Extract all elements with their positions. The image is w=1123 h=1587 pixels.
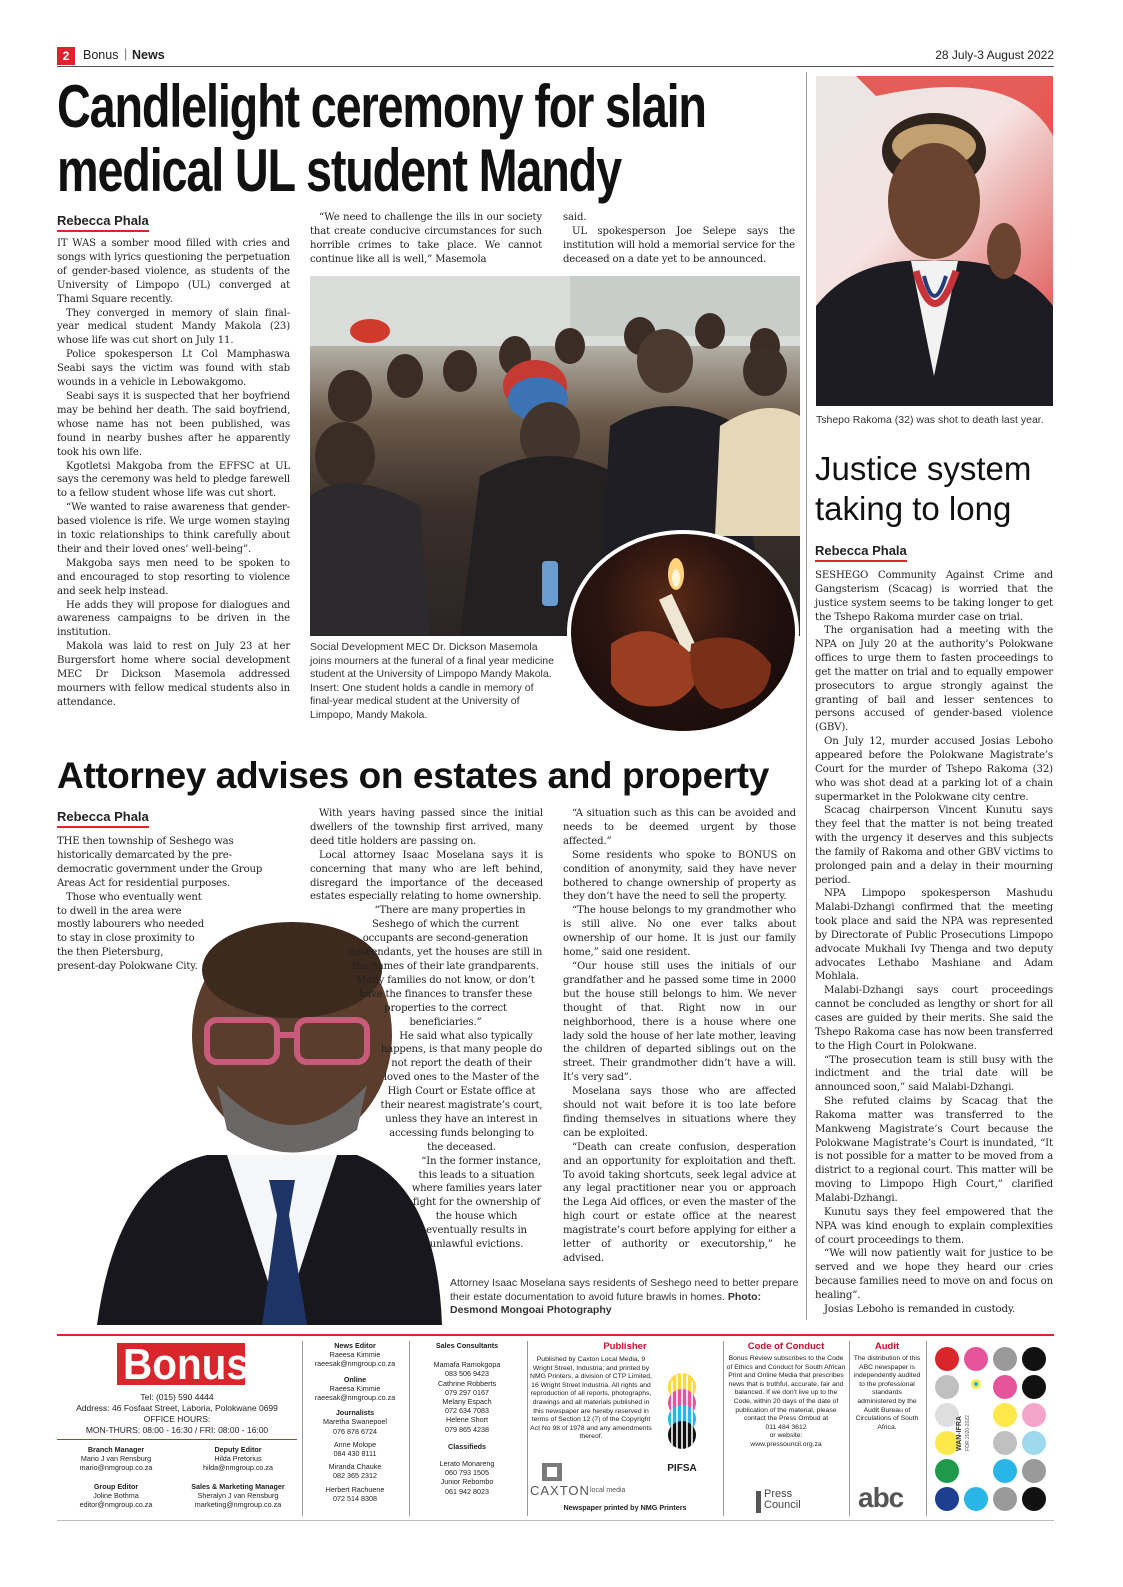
- article1-column-2: [310, 211, 542, 267]
- conduct-text: Bonus Review subscribes to the Code of Ethics and Conduct for South African Print and Online Media that prescribes news that is truthful, accurate, fair and balanced. If we don't live up to the Code, within 20 days of the date of publication of the material, please contact the Press Ombud at: [726, 1355, 846, 1423]
- page-number: 2: [57, 47, 75, 65]
- bonus-logo: [117, 1340, 249, 1389]
- journalist-name: Anne Molope: [333, 1439, 377, 1449]
- paragraph: UL spokesperson Joe Selepe says the institution will hold a memorial service for the deceased on a date yet to be announced.: [563, 225, 795, 265]
- caption-text: Attorney Isaac Moselana says residents of Seshego need to better prepare their estate documentation to avoid future brawls in homes.: [450, 1277, 799, 1303]
- caxton-label: CAXTON: [530, 1483, 590, 1498]
- sidebar-headline-line1: Justice system: [815, 450, 1032, 487]
- classifieds-phone: 060 793 1505: [445, 1468, 489, 1478]
- online-name: Raeesa Kimmie: [329, 1383, 381, 1393]
- deputy-editor-title: Deputy Editor: [214, 1445, 262, 1454]
- classifieds-name: Lerato Monareng: [439, 1459, 495, 1469]
- journalist-phone: 076 878 6724: [333, 1426, 377, 1436]
- conduct-website[interactable]: www.pressouncil.org.za: [750, 1440, 822, 1448]
- candle-inset-photo: [567, 530, 799, 735]
- paragraph: THE then township of Seshego was historically demarcated by the pre-democratic government under the Group Areas Act for residential purposes.: [57, 836, 263, 889]
- caxton-sub: local media: [590, 1487, 626, 1494]
- color-dot-yellow: [993, 1403, 1017, 1427]
- paragraph: Some residents who spoke to BONUS on condition of anonymity, said they have never bothered to change ownership of property as they don’t have the need to sell the property.: [563, 849, 796, 903]
- publisher-block: [530, 1341, 720, 1516]
- sidebar-byline-wrap: [815, 540, 907, 562]
- conduct-or: or website:: [769, 1432, 803, 1440]
- color-dot-lightgrey: [935, 1375, 959, 1399]
- branch-manager-title: Branch Manager: [87, 1445, 145, 1454]
- paragraph: She refuted claims by Scacag that the Rakoma matter was transferred to the Mankweng Magistrate’s Court because the Polokwane Magistrate’s Court is inundated, “It is not possible for a matter to be moved from a district to a regional court. This matter will be moving to Limpopo High Court,” clarified Malabi-Dzhangi.: [815, 1096, 1053, 1204]
- column-rule-sidebar: [806, 72, 807, 1320]
- footer-address: Address: 46 Fosfaat Street, Laboria, Polokwane 0699: [76, 1403, 278, 1413]
- paragraph: Makola was laid to rest on July 23 at her Burgersfort home where social development MEC Dr Dickson Masemola addressed mourners with fellow medical students also in attendance.: [57, 641, 290, 708]
- footer-divider: [302, 1341, 303, 1516]
- sales-contacts: [412, 1341, 522, 1496]
- news-editor-email: raeesak@nmgroup.co.za: [314, 1359, 396, 1369]
- color-registration-chart: [931, 1343, 1051, 1518]
- article2-column-2: [310, 807, 543, 1252]
- paragraph: “The house belongs to my grandmother who is still alive. No one ever talks about ownership of our home. It is just our family home,” said one resident.: [563, 905, 796, 959]
- group-editor-name: Joline Bothma: [93, 1491, 139, 1501]
- footer-masthead-rule: [57, 1439, 297, 1440]
- color-dot-green: [935, 1459, 959, 1483]
- deputy-editor-email: hilda@nmgroup.co.za: [202, 1463, 274, 1473]
- color-dot-black: [1022, 1375, 1046, 1399]
- sales-name: Cathrine Robberts: [437, 1378, 497, 1388]
- footer-masthead: [57, 1337, 297, 1520]
- classifieds-title: Classifieds: [448, 1441, 486, 1451]
- branch-manager: [57, 1445, 175, 1473]
- caxton-logo: [530, 1469, 652, 1499]
- tshepo-rakoma-photo: [816, 76, 1053, 406]
- section-divider: |: [124, 47, 128, 61]
- color-dot-grey: [993, 1347, 1017, 1371]
- color-dot-lightpink: [1022, 1403, 1046, 1427]
- article2-headline: Attorney advises on estates and property: [57, 755, 769, 796]
- paragraph: “In the former instance, this leads to a situation where families years later fight for the ownership of the house which eventually results in unlawful evictions.: [411, 1155, 542, 1251]
- footer: [57, 1337, 1054, 1520]
- group-editor-email: editor@nmgroup.co.za: [79, 1500, 153, 1510]
- sales-phone: 079 865 4238: [445, 1424, 489, 1434]
- paragraph: “Death can create confusion, desperation and an opportunity for exploitation and theft. To avoid taking shortcuts, seek legal advice at any legal practitioner near you or approach the Lega Aid offices, or even the master of the high court or estate office at the nearest magistrate’s court before applying for either a letter of authority or executorship,” he advised.: [563, 1141, 796, 1264]
- pifsa-label: PIFSA: [667, 1463, 697, 1474]
- footer-divider: [926, 1341, 927, 1516]
- color-dot-lightcyan: [1022, 1431, 1046, 1455]
- sales-manager-title: Sales & Marketing Manager: [191, 1482, 285, 1491]
- audit-text: The distribution of this ABC newspaper is independently audited to the professional standards administered by the Audit Bureau of Circulations of South Africa.: [853, 1355, 921, 1431]
- color-dot-cyan: [993, 1459, 1017, 1483]
- pifsa-icon: [658, 1371, 706, 1461]
- paragraph: SESHEGO Community Against Crime and Gangsterism (Scacag) is worried that the justice system seems to be taking longer to get the Tshepo Rakoma murder case on trial.: [815, 570, 1053, 623]
- paragraph: Moselana says those who are affected should not wait before it is too late before finding themselves in situations where they can be exploited.: [563, 1086, 796, 1139]
- journalist-phone: 084 430 8111: [333, 1449, 377, 1459]
- paragraph: NPA Limpopo spokesperson Mashudu Malabi-Dzhangi confirmed that the meeting took place and said the NPA was represented by Directorate of Public Prosecutions Limpopo advocate Mukhali Ivy Thenga and two deputy advocates Lethabo Mashiane and Adam Mohlala.: [815, 888, 1053, 983]
- paragraph: said.: [563, 212, 587, 223]
- sales-manager-email: marketing@nmgroup.co.za: [194, 1500, 282, 1510]
- bonus-logo-text: Bonus: [123, 1340, 249, 1389]
- paragraph: They converged in memory of slain final-year medical student Mandy Makola (23) whose life was cut short on July 11.: [57, 307, 290, 347]
- deputy-editor-name: Hilda Pretorius: [214, 1454, 262, 1464]
- paragraph: Malabi-Dzhangi says court proceedings cannot be concluded as lengthy or short for all cases are guided by their merits. She said the Tshepo Rakoma case has now been transferred to the High Court in Polokwane.: [815, 985, 1053, 1052]
- wan-ifra-icon: [971, 1379, 981, 1389]
- portrait-illustration: [816, 76, 1053, 406]
- publisher-title: Publisher: [603, 1341, 647, 1352]
- paragraph: With years having passed since the initial dwellers of the township first arrived, many deed title holders are passing on.: [310, 808, 543, 847]
- article1-headline-line2: medical UL student Mandy: [57, 137, 621, 204]
- press-council-label: Press Council: [764, 1488, 801, 1511]
- sales-name: Melany Espach: [442, 1397, 492, 1407]
- article1-column-1: [57, 237, 290, 710]
- footer-hours: MON-THURS: 08:00 - 16:30 / FRI: 08:00 - 16:00: [85, 1425, 269, 1435]
- paragraph: Police spokesperson Lt Col Mamphaswa Seabi says the victim was found with stab wounds in a vehicle in Lebowakgomo.: [57, 349, 290, 389]
- wan-ifra-sub: FOR 2020-2022: [964, 1415, 971, 1451]
- footer-divider: [849, 1341, 850, 1516]
- article1-byline: Rebecca Phala: [57, 213, 149, 232]
- wan-ifra-badge: [956, 1375, 988, 1483]
- classifieds-name: Junior Rebombo: [440, 1477, 494, 1487]
- code-of-conduct-block: [726, 1341, 846, 1516]
- sidebar-body: [815, 569, 1053, 1317]
- color-dot-navy: [935, 1487, 959, 1511]
- sales-marketing-manager: [179, 1482, 297, 1510]
- footer-bottom-rule: [57, 1520, 1054, 1521]
- paragraph: “We wanted to raise awareness that gender-based violence is rife. We urge women staying in toxic relationships to think carefully about their and their loved ones’ well-being”.: [57, 502, 290, 555]
- color-dot-grey: [1022, 1459, 1046, 1483]
- group-editor: [57, 1482, 175, 1510]
- sales-title: Sales Consultants: [435, 1341, 499, 1350]
- color-dot-cyan: [964, 1487, 988, 1511]
- audit-block: [852, 1341, 922, 1516]
- color-dot-lightgrey: [993, 1431, 1017, 1455]
- paragraph: “We need to challenge the ills in our society that create conducive circumstances for such horrible crimes to take place. We cannot continue like all is well,” Masemola: [310, 212, 542, 265]
- footer-divider: [527, 1341, 528, 1516]
- paragraph: “A situation such as this can be avoided and needs to be deemed urgent by those affected.”: [563, 808, 796, 847]
- journalist-name: Herbert Rachuene: [325, 1484, 385, 1494]
- paragraph: He adds they will propose for dialogues and awareness campaigns to be driven in the institution.: [57, 599, 290, 639]
- conduct-title: Code of Conduct: [747, 1341, 825, 1352]
- printed-by: Newspaper printed by NMG Printers: [563, 1503, 687, 1512]
- paragraph: Josias Leboho is remanded in custody.: [824, 1303, 1016, 1315]
- paragraph: He said what also typically happens, is that many people do not report the death of their loved ones to the Master of the High Court or Estate office at their nearest magistrate’s court, unless they have an interest in accessing funds belonging to the deceased.: [380, 1030, 543, 1153]
- branch-manager-email: mario@nmgroup.co.za: [79, 1463, 153, 1473]
- sales-name: Helene Short: [446, 1415, 488, 1425]
- paragraph: Kgotletsi Makgoba from the EFFSC at UL says the ceremony was held to pledge farewell to a fellow student whose life was cut short.: [57, 460, 290, 500]
- color-dot-black: [1022, 1347, 1046, 1371]
- article2-byline-wrap: [57, 806, 149, 828]
- color-dot-red: [935, 1347, 959, 1371]
- paragraph: “The prosecution team is still busy with the indictment and the trial date will be announced soon,” said Malabi-Dzhangi.: [815, 1054, 1053, 1094]
- section-name: Bonus: [83, 48, 119, 62]
- paragraph: “Our house still uses the initials of our grandfather and he passed some time in 2000 but the house still belongs to him. We never thought of that. Right now in our neighborhood, there is a house where one lady sold the house of her late mother, leaving the children of departed siblings out on the street. Their grandmother didn’t have a will. It’s very sad”.: [563, 960, 796, 1084]
- page-header: [57, 47, 1054, 65]
- footer-tel: Tel: (015) 590 4444: [140, 1392, 214, 1402]
- footer-divider: [409, 1341, 410, 1516]
- paragraph: Makgoba says men need to be spoken to and encouraged to stop resorting to violence and seek help instead.: [57, 557, 290, 597]
- news-editor-name: Raeesa Kimmie: [329, 1350, 381, 1360]
- classifieds-phone: 061 942 8023: [445, 1486, 489, 1496]
- wan-ifra-label: WAN-IFRA: [956, 1416, 963, 1451]
- color-dot-pink: [964, 1347, 988, 1371]
- news-editor-title: News Editor: [334, 1341, 376, 1350]
- candle-illustration: [571, 534, 799, 735]
- paragraph: Kunutu says they feel empowered that the NPA was kind enough to explain complexities of court proceedings to them.: [815, 1206, 1053, 1246]
- paragraph: The organisation had a meeting with the NPA on July 20 at the authority’s Polokwane offices to urge them to fasten proceedings to get the matter on trial and to equally empower prosecutors to argue strongly against the granting of bail and lesser sentences to persons accused of gender-based violence (GBV).: [815, 625, 1053, 734]
- paragraph: “We will now patiently wait for justice to be served and we hope they heard our cries because families need to move on and focus on healing”.: [815, 1248, 1053, 1301]
- paragraph: Those who eventually went to dwell in the area were mostly labourers who needed to stay in close proximity to the then Pietersburg, present-day Polokwane City.: [57, 891, 205, 973]
- sidebar-byline: Rebecca Phala: [815, 543, 907, 562]
- subsection-name: News: [132, 48, 165, 62]
- color-dot-pink: [993, 1375, 1017, 1399]
- journalist-name: Maretha Swanepoel: [323, 1417, 387, 1427]
- paragraph: Seabi says it is suspected that her boyfriend may be behind her death. The said boyfriend, whose name has not been published, was found in nearby bushes after he apparently took his own life.: [57, 390, 290, 458]
- editorial-contacts: [305, 1341, 405, 1503]
- article1-byline-wrap: [57, 210, 149, 232]
- footer-top-rule: [57, 1334, 1054, 1336]
- article1-headline-line1: Candlelight ceremony for slain: [57, 73, 706, 140]
- article2-byline: Rebecca Phala: [57, 809, 149, 828]
- group-editor-title: Group Editor: [93, 1482, 139, 1491]
- publisher-text: Published by Caxton Local Media, 9 Wright Street, Industria; and printed by NMG Printers, a division of CTP Limited, 16 Wright Street Industria. All rights and reproduction of all reports, photographs, drawings and all materials published in this newspaper are hereby reserved in terms of Section 12 (7) of the Copyright Act No 98 of 1978 and any amendments thereof.: [530, 1356, 652, 1441]
- branch-manager-name: Mario J van Rensburg: [80, 1454, 152, 1464]
- paragraph: Local attorney Isaac Moselana says it is concerning that many who are left behind, disregard the importance of the deceased estates especially relating to home ownership.: [310, 849, 543, 903]
- online-email: raeesak@nmgroup.co.za: [314, 1393, 396, 1403]
- color-dot-grey: [993, 1487, 1017, 1511]
- abc-logo: abc: [858, 1482, 904, 1513]
- sales-manager-name: Sheralyn J van Rensburg: [197, 1491, 279, 1501]
- header-rule: [57, 66, 1054, 67]
- sidebar-headline-line2: taking to long: [815, 490, 1012, 527]
- article2-photo-caption: [450, 1277, 800, 1318]
- sales-phone: 079 297 0167: [445, 1387, 489, 1397]
- paragraph: “There are many properties in Seshego of which the current occupants are second-generation descendants, yet the houses are still in the names of their late grandparents. Many families do not know, or don’t have the finances to transfer these properties to the correct beneficiaries.”: [348, 905, 543, 1028]
- journalist-phone: 082 365 2312: [333, 1471, 377, 1481]
- journalist-name: Miranda Chauke: [328, 1462, 382, 1472]
- paragraph: IT WAS a somber mood filled with cries and songs with lyrics questioning the perpetuation of gender-based violence, as students of the University of Limpopo (UL) converged at Thami Square recently.: [57, 238, 290, 305]
- sales-phone: 072 634 7083: [445, 1406, 489, 1416]
- article2-column-3: [563, 807, 796, 1266]
- deputy-editor: [179, 1445, 297, 1473]
- issue-date: 28 July-3 August 2022: [935, 48, 1054, 62]
- press-council-logo: [756, 1489, 826, 1515]
- caxton-icon: [540, 1461, 564, 1483]
- sales-phone: 083 506 9423: [445, 1369, 489, 1379]
- paragraph: On July 12, murder accused Josias Leboho appeared before the Polokwane Magistrate’s Court for the murder of Tshepo Rakoma (32) who was shot dead at a parking lot of a chain supermarket in the Polokwane city centre.: [815, 736, 1053, 803]
- journalists-title: Journalists: [335, 1408, 375, 1418]
- footer-divider: [723, 1341, 724, 1516]
- paragraph: Scacag chairperson Vincent Kunutu says they feel that the matter is not being treated with the urgency it deserves and this subjects the family of Rakoma and other GBV victims to prolonged pain and a delay in their mourning period.: [815, 805, 1053, 886]
- audit-title: Audit: [874, 1341, 900, 1352]
- footer-hours-label: OFFICE HOURS:: [143, 1414, 211, 1424]
- conduct-phone: 011 484 3612: [765, 1423, 807, 1431]
- online-title: Online: [343, 1374, 367, 1384]
- article1-photo-caption: Social Development MEC Dr. Dickson Masemola joins mourners at the funeral of a final year medicine student at the University of Limpopo Mandy Makola. Insert: One student holds a candle in memory of final-year medical student at the University of Limpopo, Mandy Makola.: [310, 641, 554, 721]
- sales-name: Mamafa Ramokgopa: [433, 1360, 501, 1370]
- article1-column-3: [563, 211, 795, 267]
- journalist-phone: 072 514 8308: [333, 1493, 377, 1503]
- pifsa-logo: [658, 1371, 706, 1481]
- sidebar-photo-caption: Tshepo Rakoma (32) was shot to death last year.: [816, 414, 1044, 426]
- photo-credit: Photo: Desmond Mongoai Photography: [450, 1290, 762, 1316]
- color-dot-black: [1022, 1487, 1046, 1511]
